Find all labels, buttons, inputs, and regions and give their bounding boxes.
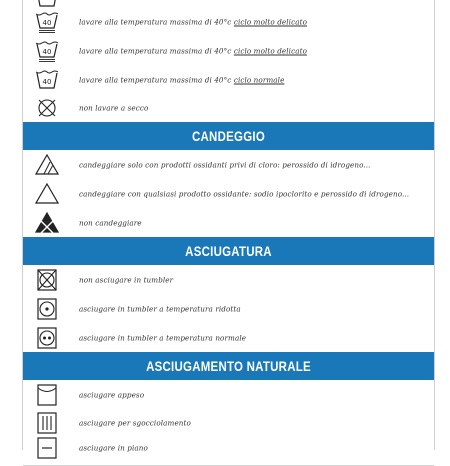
row-text: candeggiare solo con prodotti ossidanti privi di cloro: perossido di idrogeno...	[79, 160, 371, 169]
row-text: lavare alla temperatura massima di 40°c ciclo molto delicato	[79, 46, 307, 55]
bleach-oxygen-only-icon	[35, 154, 59, 176]
care-label-sheet	[22, 0, 435, 453]
row-text: asciugare per sgocciolamento	[79, 418, 191, 428]
list-item	[23, 409, 434, 438]
list-item	[23, 437, 434, 466]
list-item	[23, 294, 434, 324]
list-item	[23, 150, 434, 180]
list-item	[23, 179, 434, 209]
row-text: asciugare in tumbler a temperatura normale	[79, 333, 247, 342]
row-text: candeggiare con qualsiasi prodotto ossidante: sodio ipoclorito e perossido di idrogeno...	[79, 189, 410, 198]
section-header-asciugamento-naturale	[23, 352, 434, 380]
list-item	[23, 65, 434, 95]
list-item	[23, 8, 434, 37]
section-header-candeggio	[23, 122, 434, 150]
list-item	[23, 323, 434, 353]
row-text: lavare alla temperatura massima di 40°c ciclo molto delicato	[79, 17, 307, 27]
row-text: lavare alla temperatura massima di 40°c ciclo normale	[79, 75, 285, 84]
svg-text:40: 40	[42, 19, 52, 27]
wash-basin-40-normal-icon	[35, 69, 59, 91]
section-header-asciugatura	[23, 237, 434, 265]
list-item	[23, 208, 434, 238]
drip-dry-icon	[35, 412, 59, 434]
section-title: ASCIUGATURA	[60, 237, 397, 265]
row-text: asciugare in piano	[79, 443, 148, 453]
svg-text:40: 40	[42, 77, 52, 86]
row-text: non lavare a secco	[79, 103, 149, 113]
row-text: non asciugare in tumbler	[79, 275, 174, 284]
tumble-dry-low-icon	[35, 298, 59, 320]
list-item	[23, 265, 434, 295]
tumble-dry-normal-icon	[35, 327, 59, 349]
list-item	[23, 36, 434, 66]
dry-flat-icon	[35, 437, 59, 459]
do-not-tumble-dry-icon	[35, 269, 59, 291]
wash-basin-40-very-delicate-icon	[35, 40, 59, 62]
svg-text:40: 40	[42, 47, 52, 56]
row-text: asciugare appeso	[79, 390, 145, 399]
wash-basin-40-very-delicate-icon	[35, 11, 59, 33]
do-not-dry-clean-icon	[35, 97, 59, 119]
line-dry-icon	[35, 384, 59, 406]
list-item	[23, 380, 434, 410]
bleach-any-icon	[35, 183, 59, 205]
do-not-bleach-icon	[35, 212, 59, 234]
row-text: asciugare in tumbler a temperatura ridotta	[79, 304, 241, 313]
section-title: CANDEGGIO	[60, 122, 397, 150]
row-text: non candeggiare	[79, 218, 142, 227]
section-title: ASCIUGAMENTO NATURALE	[60, 352, 397, 380]
list-item	[23, 94, 434, 123]
